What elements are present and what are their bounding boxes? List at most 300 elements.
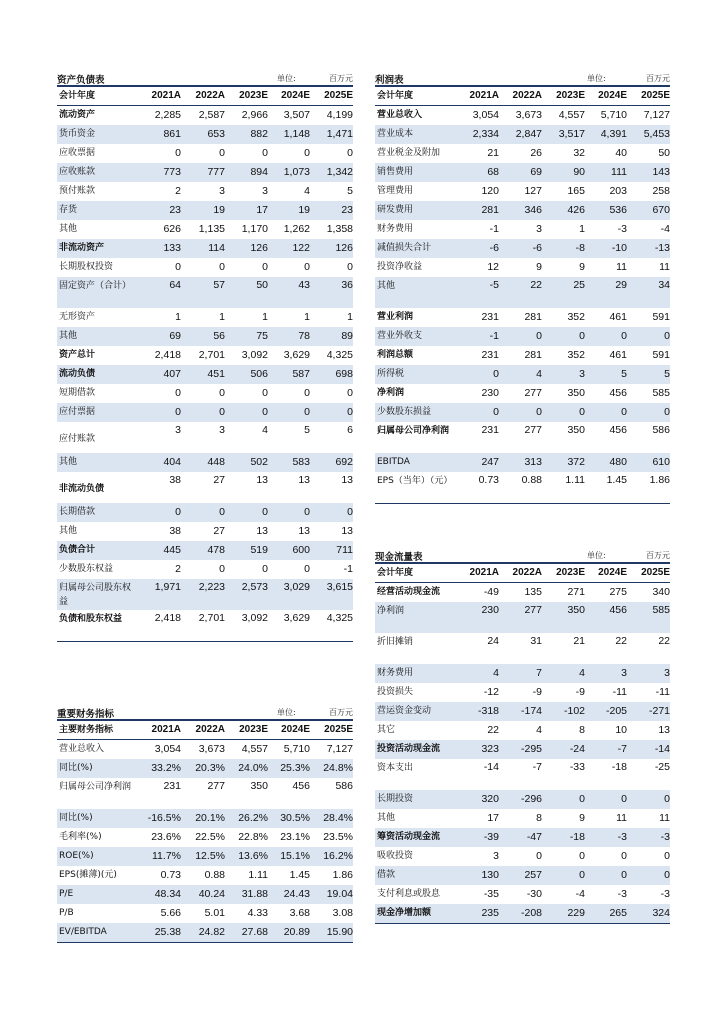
value-cell: 20.3%: [181, 759, 225, 778]
value-cell: 0: [219, 261, 225, 273]
value-cell: 11: [616, 812, 627, 824]
value-cell: 0: [627, 790, 670, 809]
cash-flow-title: 现金流量表: [375, 552, 423, 563]
table-row: [375, 346, 670, 365]
table-row: [57, 759, 353, 778]
value-cell: 231: [163, 780, 181, 792]
header-year-cell: 2022A: [499, 563, 542, 583]
value-cell: 1: [175, 311, 181, 323]
value-cell: 585: [627, 602, 670, 633]
row-label: 筹资活动现金流: [375, 828, 457, 847]
row-label: 长期股权投资: [59, 262, 114, 272]
table-row: [375, 683, 670, 702]
value-cell: 235: [457, 904, 499, 924]
value-cell: 0: [310, 403, 353, 422]
value-cell: 1.45: [585, 472, 627, 504]
table-row: [57, 453, 353, 472]
table-row: [57, 541, 353, 560]
value-cell: -3: [617, 223, 627, 235]
value-cell: -33: [569, 761, 585, 773]
value-cell: 2,847: [499, 125, 542, 144]
value-cell: 130: [457, 866, 499, 885]
table-header-row: [57, 86, 353, 106]
unit-value: 百万元: [646, 74, 670, 83]
table-row: [57, 828, 353, 847]
table-row: [375, 201, 670, 220]
value-cell: 68: [457, 163, 499, 182]
row-label: 存货: [57, 201, 139, 220]
header-year-cell: 2024E: [268, 720, 310, 740]
table-row: [57, 239, 353, 258]
value-cell: 114: [181, 239, 225, 258]
row-label: 净利润: [377, 388, 405, 398]
value-cell: 0: [627, 866, 670, 885]
value-cell: 20.1%: [181, 809, 225, 828]
value-cell: 9: [579, 812, 585, 824]
value-cell: 0: [262, 261, 268, 273]
table-row: [57, 885, 353, 904]
value-cell: 36: [310, 277, 353, 308]
balance-sheet-header: [57, 71, 353, 85]
value-cell: 5: [304, 424, 310, 436]
value-cell: 126: [310, 239, 353, 258]
table-row: [375, 365, 670, 384]
value-cell: 456: [609, 387, 627, 399]
row-label: 财务费用: [377, 224, 414, 234]
value-cell: 75: [225, 327, 268, 346]
value-cell: 40.24: [181, 885, 225, 904]
balance-sheet-panel: [57, 71, 353, 642]
table-row: [375, 904, 670, 924]
row-label: 应收票据: [59, 148, 96, 158]
value-cell: 27.68: [225, 923, 268, 943]
value-cell: 25.3%: [268, 759, 310, 778]
value-cell: 2: [175, 563, 181, 575]
value-cell: 15.90: [310, 923, 353, 943]
value-cell: 583: [268, 453, 310, 472]
row-label: 无形资产: [59, 312, 96, 322]
value-cell: 1.11: [248, 869, 268, 881]
unit-value: 百万元: [329, 708, 353, 717]
value-cell: 711: [310, 541, 353, 560]
value-cell: 22: [658, 635, 670, 647]
value-cell: 230: [457, 602, 499, 633]
row-label: 净利润: [375, 602, 457, 633]
value-cell: 3,673: [198, 743, 225, 755]
value-cell: 135: [524, 586, 542, 598]
income-statement-header: [375, 71, 670, 85]
table-row: [57, 346, 353, 365]
value-cell: 3,629: [283, 349, 310, 361]
table-row: [375, 472, 670, 504]
row-label: 归属母公司净利润: [59, 782, 132, 792]
table-row: [375, 220, 670, 239]
value-cell: 23: [139, 201, 181, 220]
value-cell: 28.4%: [310, 809, 353, 828]
table-row: [57, 403, 353, 422]
value-cell: 1,148: [268, 125, 310, 144]
row-label: 其它: [377, 725, 396, 735]
header-year-cell: 2022A: [181, 720, 225, 740]
value-cell: 19: [181, 201, 225, 220]
value-cell: -3: [660, 888, 670, 900]
row-label: 投资损失: [377, 687, 414, 697]
row-label: 吸收投资: [377, 851, 414, 861]
table-row: [57, 904, 353, 923]
table-header-row: [57, 720, 353, 740]
financial-ratios-header: [57, 705, 353, 719]
value-cell: 586: [652, 424, 670, 436]
value-cell: 586: [335, 780, 353, 792]
row-label: 经营活动现金流: [377, 587, 441, 597]
row-label: 归属母公司股东权益: [57, 579, 139, 610]
value-cell: 27: [213, 525, 225, 537]
value-cell: 1: [579, 223, 585, 235]
value-cell: 3: [175, 424, 181, 436]
row-label: 投资活动现金流: [375, 740, 457, 759]
value-cell: 21: [487, 147, 499, 159]
value-cell: 24: [487, 635, 499, 647]
value-cell: 2,701: [181, 610, 225, 642]
value-cell: -271: [627, 702, 670, 721]
header-year-cell: 2024E: [268, 86, 310, 106]
value-cell: 24.82: [181, 923, 225, 943]
value-cell: 1.86: [332, 869, 353, 881]
table-row: [375, 721, 670, 740]
header-label-cell: 会计年度: [57, 86, 139, 106]
value-cell: -6: [499, 239, 542, 258]
value-cell: 0: [219, 387, 225, 399]
value-cell: 456: [609, 424, 627, 436]
table-row: [57, 923, 353, 943]
table-row: [375, 182, 670, 201]
value-cell: 882: [225, 125, 268, 144]
value-cell: -12: [483, 686, 499, 698]
table-row: [57, 125, 353, 144]
value-cell: 13: [256, 474, 268, 486]
value-cell: 2,223: [181, 579, 225, 610]
value-cell: 0: [262, 563, 268, 575]
value-cell: 50: [225, 277, 268, 308]
value-cell: 480: [585, 453, 627, 472]
value-cell: 5.66: [160, 907, 181, 919]
value-cell: 111: [585, 163, 627, 182]
value-cell: 1: [219, 311, 225, 323]
value-cell: 265: [585, 904, 627, 924]
value-cell: 56: [181, 327, 225, 346]
value-cell: 0: [225, 403, 268, 422]
value-cell: 1,471: [310, 125, 353, 144]
value-cell: 502: [225, 453, 268, 472]
value-cell: 31: [530, 635, 542, 647]
value-cell: -35: [483, 888, 499, 900]
row-label: 投资净收益: [377, 262, 423, 272]
value-cell: 1,262: [283, 223, 310, 235]
table-row: [375, 453, 670, 472]
value-cell: 5.01: [204, 907, 225, 919]
value-cell: 23.5%: [323, 831, 353, 843]
value-cell: 600: [268, 541, 310, 560]
value-cell: -3: [585, 828, 627, 847]
value-cell: 7,127: [643, 109, 670, 121]
value-cell: 10: [615, 724, 627, 736]
value-cell: 3,615: [310, 579, 353, 610]
value-cell: 0.73: [160, 869, 181, 881]
value-cell: 230: [481, 387, 499, 399]
value-cell: 1,135: [198, 223, 225, 235]
value-cell: 231: [481, 311, 499, 323]
value-cell: 5: [347, 185, 353, 197]
header-label-cell: 会计年度: [375, 563, 457, 583]
table-row: [57, 327, 353, 346]
value-cell: 1.11: [542, 472, 585, 504]
value-cell: 21: [573, 635, 585, 647]
header-year-cell: 2024E: [585, 563, 627, 583]
value-cell: 3,054: [472, 109, 499, 121]
table-row: [57, 163, 353, 182]
table-row: [57, 579, 353, 610]
value-cell: 404: [139, 453, 181, 472]
value-cell: -16.5%: [139, 809, 181, 828]
row-label: 其他: [57, 453, 139, 472]
value-cell: -4: [660, 223, 670, 235]
table-row: [375, 308, 670, 327]
value-cell: 536: [585, 201, 627, 220]
value-cell: 69: [499, 163, 542, 182]
table-header-row: [375, 563, 670, 583]
value-cell: 3,092: [241, 349, 268, 361]
row-label: 资产总计: [59, 350, 96, 360]
value-cell: 426: [542, 201, 585, 220]
value-cell: 22.5%: [195, 831, 225, 843]
value-cell: -11: [655, 686, 670, 698]
value-cell: 5,453: [627, 125, 670, 144]
value-cell: 323: [457, 740, 499, 759]
table-row: [375, 583, 670, 603]
table-row: [57, 144, 353, 163]
value-cell: 0: [139, 503, 181, 522]
value-cell: 11: [659, 261, 670, 273]
table-row: [57, 560, 353, 579]
value-cell: 33.2%: [139, 759, 181, 778]
value-cell: 26.2%: [225, 809, 268, 828]
value-cell: 1,358: [326, 223, 353, 235]
table-row: [57, 106, 353, 126]
row-label: 负债合计: [57, 541, 139, 560]
table-row: [57, 866, 353, 885]
row-label: 营业成本: [375, 125, 457, 144]
value-cell: 203: [609, 185, 627, 197]
value-cell: 0: [225, 503, 268, 522]
value-cell: 4: [542, 664, 585, 683]
financial-ratios-title: 重要财务指标: [57, 709, 115, 720]
table-row: [375, 239, 670, 258]
row-label: 营业利润: [377, 312, 414, 322]
row-label: 折旧摊销: [377, 637, 414, 647]
unit-value: 百万元: [646, 551, 670, 560]
value-cell: 4: [262, 424, 268, 436]
header-year-cell: 2021A: [457, 563, 499, 583]
value-cell: 3,629: [268, 610, 310, 642]
value-cell: 231: [481, 424, 499, 436]
value-cell: -14: [483, 761, 499, 773]
value-cell: 281: [457, 201, 499, 220]
value-cell: 22: [487, 724, 499, 736]
value-cell: 0: [304, 387, 310, 399]
value-cell: -9: [532, 686, 542, 698]
value-cell: 3,054: [154, 743, 181, 755]
row-label: 利润总额: [377, 350, 414, 360]
value-cell: 6: [347, 424, 353, 436]
value-cell: 26: [530, 147, 542, 159]
value-cell: 4,557: [558, 109, 585, 121]
table-row: [375, 847, 670, 866]
value-cell: 448: [181, 453, 225, 472]
table-row: [57, 503, 353, 522]
value-cell: 31.88: [225, 885, 268, 904]
value-cell: 773: [139, 163, 181, 182]
table-row: [57, 809, 353, 828]
value-cell: 247: [457, 453, 499, 472]
row-label: 所得税: [375, 365, 457, 384]
value-cell: 0: [304, 147, 310, 159]
value-cell: 0: [268, 403, 310, 422]
value-cell: 22: [615, 635, 627, 647]
header-year-cell: 2024E: [585, 86, 627, 106]
value-cell: 277: [499, 602, 542, 633]
value-cell: 519: [225, 541, 268, 560]
value-cell: -1: [343, 563, 353, 575]
row-label: 营业总收入: [59, 744, 105, 754]
value-cell: 16.2%: [310, 847, 353, 866]
value-cell: -30: [526, 888, 542, 900]
value-cell: 57: [181, 277, 225, 308]
value-cell: 445: [139, 541, 181, 560]
value-cell: 43: [268, 277, 310, 308]
table-row: [375, 277, 670, 308]
value-cell: 27: [213, 474, 225, 486]
value-cell: 352: [567, 349, 585, 361]
table-row: [375, 702, 670, 721]
value-cell: 231: [481, 349, 499, 361]
value-cell: 277: [524, 387, 542, 399]
income-statement-title: 利润表: [375, 75, 404, 86]
header-year-cell: 2025E: [627, 563, 670, 583]
row-label: 管理费用: [377, 186, 414, 196]
value-cell: 20.89: [268, 923, 310, 943]
value-cell: 1,342: [310, 163, 353, 182]
financial-ratios-table: [57, 719, 353, 943]
row-label: 固定资产（合计）: [57, 277, 139, 308]
value-cell: 861: [139, 125, 181, 144]
value-cell: 1,073: [268, 163, 310, 182]
row-label: 应付账款: [59, 433, 96, 444]
value-cell: 591: [652, 311, 670, 323]
row-label: 其他: [57, 327, 139, 346]
value-cell: 0: [499, 403, 542, 422]
row-label: 预付账款: [59, 186, 96, 196]
row-label: 其他: [59, 224, 78, 234]
table-row: [57, 422, 353, 453]
value-cell: 13: [341, 525, 353, 537]
value-cell: -4: [575, 888, 585, 900]
row-label: 营运资金变动: [375, 702, 457, 721]
table-row: [57, 258, 353, 277]
value-cell: 0: [347, 387, 353, 399]
value-cell: 451: [181, 365, 225, 384]
row-label: 同比(%): [57, 809, 139, 828]
row-label: 负债和股东权益: [57, 610, 139, 642]
header-year-cell: 2025E: [310, 86, 353, 106]
value-cell: -8: [542, 239, 585, 258]
value-cell: 12.5%: [181, 847, 225, 866]
table-row: [375, 422, 670, 453]
value-cell: 13: [298, 474, 310, 486]
value-cell: 3,673: [515, 109, 542, 121]
value-cell: 0: [262, 387, 268, 399]
header-label-cell: 会计年度: [375, 86, 457, 106]
row-label: 支付利息或股息: [377, 889, 441, 899]
value-cell: 894: [225, 163, 268, 182]
value-cell: -1: [457, 327, 499, 346]
value-cell: 69: [139, 327, 181, 346]
row-label: P/B: [59, 908, 74, 918]
table-row: [375, 106, 670, 126]
value-cell: 8: [536, 812, 542, 824]
row-label: 营业税金及附加: [377, 148, 441, 158]
value-cell: 698: [310, 365, 353, 384]
value-cell: -13: [627, 239, 670, 258]
value-cell: 3: [493, 850, 499, 862]
value-cell: 456: [585, 602, 627, 633]
value-cell: 350: [542, 602, 585, 633]
row-label: 同比(%): [57, 759, 139, 778]
table-row: [57, 182, 353, 201]
value-cell: 277: [207, 780, 225, 792]
value-cell: 2: [175, 185, 181, 197]
value-cell: 670: [627, 201, 670, 220]
value-cell: -3: [627, 828, 670, 847]
table-row: [57, 365, 353, 384]
value-cell: 17: [225, 201, 268, 220]
value-cell: 165: [567, 185, 585, 197]
value-cell: 4,325: [326, 349, 353, 361]
value-cell: 0: [542, 790, 585, 809]
value-cell: 352: [567, 311, 585, 323]
value-cell: 350: [250, 780, 268, 792]
value-cell: 15.1%: [268, 847, 310, 866]
balance-sheet-table: [57, 85, 353, 642]
value-cell: -7: [532, 761, 542, 773]
value-cell: 277: [524, 424, 542, 436]
value-cell: 7: [499, 664, 542, 683]
row-label: 非流动负债: [59, 483, 105, 494]
value-cell: 23: [310, 201, 353, 220]
value-cell: 0: [219, 563, 225, 575]
row-label: 资本支出: [377, 763, 414, 773]
value-cell: 50: [658, 147, 670, 159]
value-cell: 22.8%: [238, 831, 268, 843]
income-statement-table: [375, 85, 670, 504]
row-label: 销售费用: [375, 163, 457, 182]
value-cell: 0.73: [457, 472, 499, 504]
value-cell: -11: [612, 686, 627, 698]
value-cell: 2,966: [241, 109, 268, 121]
header-year-cell: 2023E: [542, 86, 585, 106]
row-label: 营业总收入: [377, 110, 423, 120]
table-row: [375, 602, 670, 633]
cash-flow-header: [375, 548, 670, 562]
